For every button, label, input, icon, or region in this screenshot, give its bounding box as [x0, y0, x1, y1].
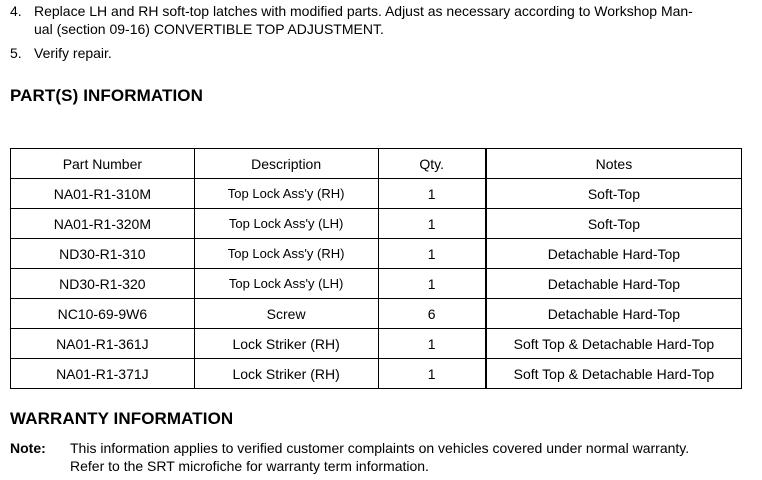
notes-cell: Detachable Hard-Top [486, 269, 742, 299]
note-label: Note: [10, 440, 46, 456]
table-row [11, 209, 742, 239]
part-number-cell: NA01-R1-320M [11, 209, 195, 239]
qty-cell: 1 [378, 239, 486, 269]
table-row [11, 239, 742, 269]
description-cell: Screw [194, 299, 378, 329]
notes-cell: Soft Top & Detachable Hard-Top [486, 329, 742, 359]
header-description: Description [194, 149, 378, 179]
step-number: 5. [10, 45, 22, 61]
table-row [11, 329, 742, 359]
part-number-cell: NC10-69-9W6 [11, 299, 195, 329]
notes-cell: Detachable Hard-Top [486, 299, 742, 329]
qty-cell: 1 [378, 179, 486, 209]
description-cell: Lock Striker (RH) [194, 329, 378, 359]
warranty-note [10, 439, 750, 475]
part-number-cell: NA01-R1-310M [11, 179, 195, 209]
note-text: This information applies to verified customer complaints on vehicles covered under normal warranty. Refer to the SRT microfiche for warranty term information. [70, 440, 690, 474]
table-row [11, 359, 742, 389]
description-cell: Top Lock Ass'y (LH) [194, 209, 378, 239]
qty-cell: 1 [378, 269, 486, 299]
part-number-cell: ND30-R1-320 [11, 269, 195, 299]
qty-cell: 1 [378, 329, 486, 359]
step-number: 4. [10, 3, 22, 19]
part-number-cell: ND30-R1-310 [11, 239, 195, 269]
notes-cell: Soft-Top [486, 179, 742, 209]
step-text: Replace LH and RH soft-top latches with modified parts. Adjust as necessary according to Workshop Man- ual (section 09-16) CONVERTIBLE TOP ADJUSTMENT. [34, 3, 693, 37]
table-row [11, 299, 742, 329]
table-row [11, 269, 742, 299]
qty-cell: 1 [378, 209, 486, 239]
step-text: Verify repair. [34, 45, 112, 61]
header-part-number: Part Number [11, 149, 195, 179]
description-cell: Lock Striker (RH) [194, 359, 378, 389]
qty-cell: 6 [378, 299, 486, 329]
step-5 [10, 44, 752, 62]
part-number-cell: NA01-R1-371J [11, 359, 195, 389]
parts-table [10, 148, 742, 389]
header-notes: Notes [486, 149, 742, 179]
part-number-cell: NA01-R1-361J [11, 329, 195, 359]
notes-cell: Soft Top & Detachable Hard-Top [486, 359, 742, 389]
warranty-information-heading: WARRANTY INFORMATION [10, 409, 234, 428]
header-qty: Qty. [378, 149, 486, 179]
table-header-row [11, 149, 742, 179]
notes-cell: Soft-Top [486, 209, 742, 239]
notes-cell: Detachable Hard-Top [486, 239, 742, 269]
table-row [11, 179, 742, 209]
parts-information-heading: PART(S) INFORMATION [10, 86, 203, 105]
qty-cell: 1 [378, 359, 486, 389]
description-cell: Top Lock Ass'y (RH) [194, 179, 378, 209]
description-cell: Top Lock Ass'y (LH) [194, 269, 378, 299]
description-cell: Top Lock Ass'y (RH) [194, 239, 378, 269]
step-4 [10, 2, 752, 38]
